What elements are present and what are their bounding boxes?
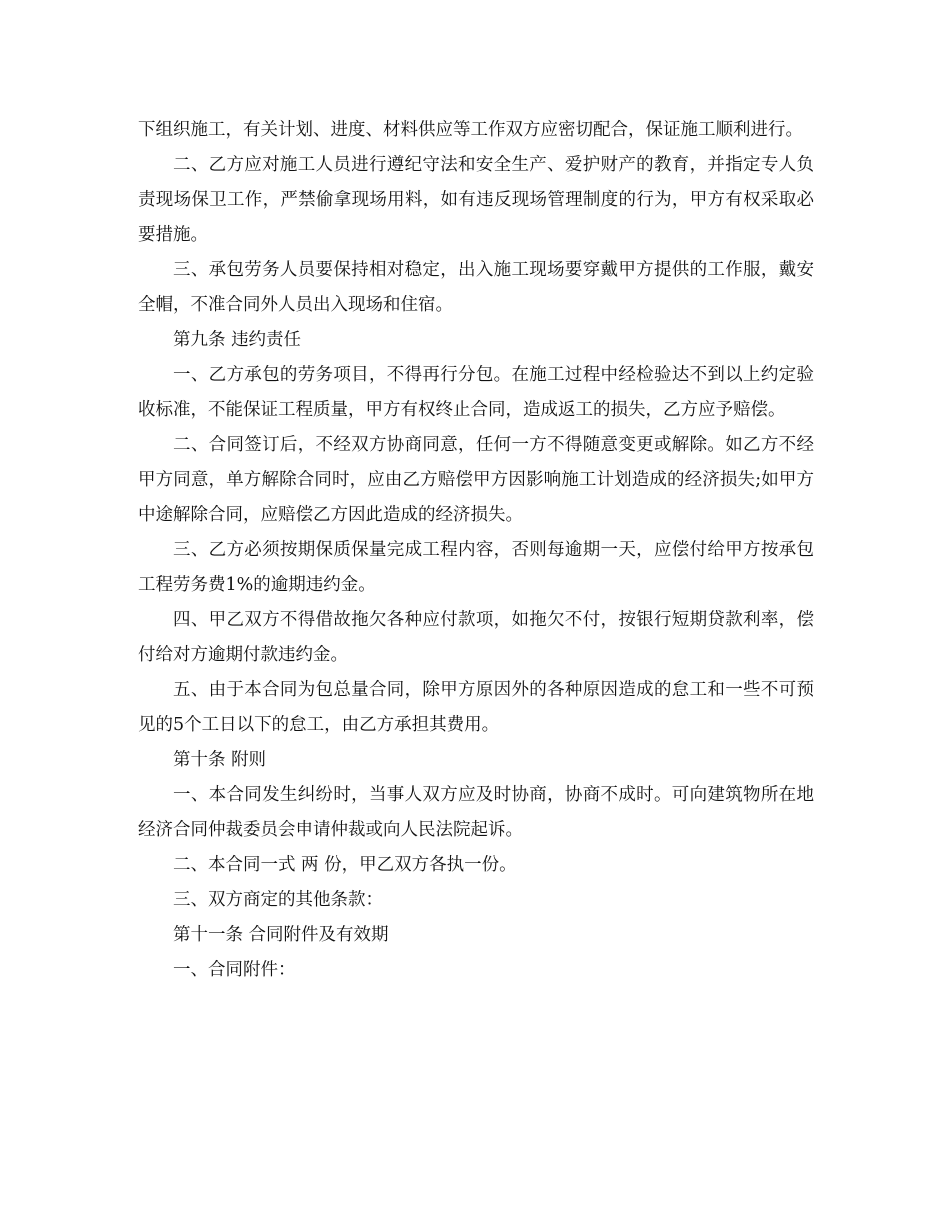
section-heading-article-10: 第十条 附则	[173, 750, 267, 770]
paragraph-continuation: 下组织施工，有关计划、进度、材料供应等工作双方应密切配合，保证施工顺利进行。	[138, 120, 803, 140]
paragraph-article-9-clause-1: 一、乙方承包的劳务项目，不得再行分包。在施工过程中经检验达不到以上约定验收标准，不能保证工程质量，甲方有权终止合同，造成返工的损失，乙方应予赔偿。	[138, 365, 814, 420]
paragraph-article-10-clause-1: 一、本合同发生纠纷时，当事人双方应及时协商，协商不成时。可向建筑物所在地经济合同仲裁委员会申请仲裁或向人民法院起诉。	[138, 785, 814, 840]
paragraph-article-11-clause-1: 一、合同附件：	[173, 960, 296, 980]
paragraph-article-10-clause-2: 二、本合同一式 两 份，甲乙双方各执一份。	[173, 855, 517, 875]
paragraph-article-9-clause-5: 五、由于本合同为包总量合同，除甲方原因外的各种原因造成的怠工和一些不可预见的5个工日以下的怠工，由乙方承担其费用。	[138, 680, 814, 735]
paragraph-article-9-clause-2: 二、合同签订后，不经双方协商同意，任何一方不得随意变更或解除。如乙方不经甲方同意，单方解除合同时，应由乙方赔偿甲方因影响施工计划造成的经济损失;如甲方中途解除合同，应赔偿乙方因此造成的经济损失。	[138, 435, 814, 525]
section-heading-article-11: 第十一条 合同附件及有效期	[173, 925, 389, 945]
paragraph-article-9-clause-4: 四、甲乙双方不得借故拖欠各种应付款项，如拖欠不付，按银行短期贷款利率，偿付给对方逾期付款违约金。	[138, 610, 814, 665]
document-body	[138, 113, 814, 988]
section-heading-article-9: 第九条 违约责任	[173, 330, 302, 350]
paragraph-article-10-clause-3: 三、双方商定的其他条款：	[173, 890, 383, 910]
paragraph-clause-3-staff: 三、承包劳务人员要保持相对稳定，出入施工现场要穿戴甲方提供的工作服，戴安全帽，不准合同外人员出入现场和住宿。	[138, 260, 814, 315]
paragraph-clause-2-safety: 二、乙方应对施工人员进行遵纪守法和安全生产、爱护财产的教育，并指定专人负责现场保卫工作，严禁偷拿现场用料，如有违反现场管理制度的行为，甲方有权采取必要措施。	[138, 155, 814, 245]
paragraph-article-9-clause-3: 三、乙方必须按期保质保量完成工程内容，否则每逾期一天，应偿付给甲方按承包工程劳务费1%的逾期违约金。	[138, 540, 814, 595]
